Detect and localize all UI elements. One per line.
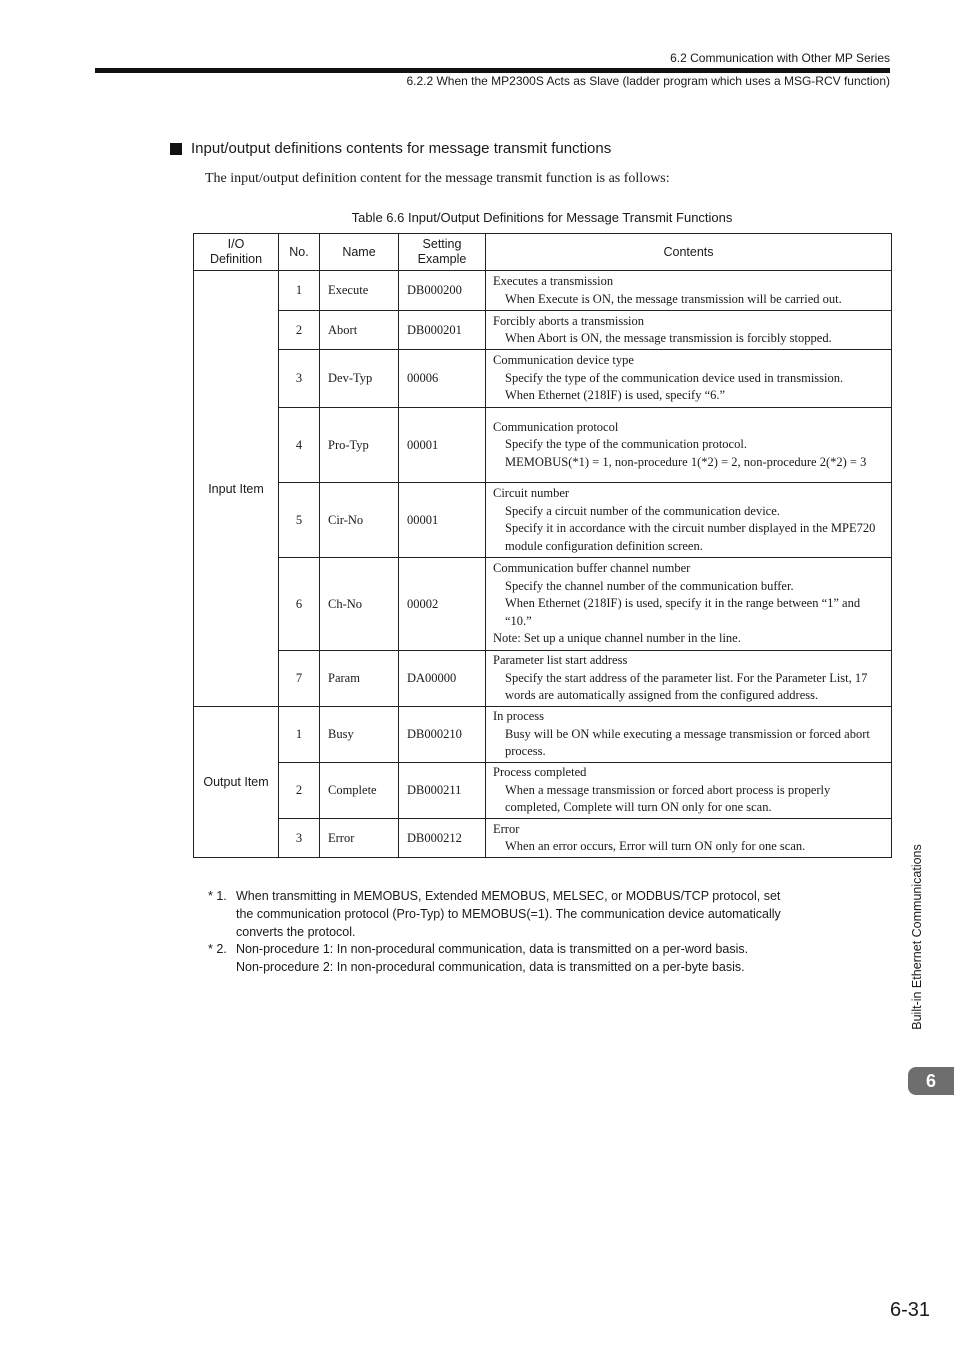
footnote-line: the communication protocol (Pro-Typ) to MEMOBUS(=1). The communication device automatically	[236, 906, 781, 921]
setting-example-cell: DB000210	[399, 707, 486, 763]
contents-line: Communication protocol	[493, 419, 619, 434]
contents-line: Busy will be ON while executing a message transmission or forced abort process.	[505, 726, 870, 759]
name-cell: Cir-No	[320, 483, 399, 558]
setting-example-cell: 00001	[399, 483, 486, 558]
contents-line: When Abort is ON, the message transmission is forcibly stopped.	[505, 331, 832, 345]
no-cell: 2	[279, 311, 320, 350]
setting-example-cell: 00006	[399, 350, 486, 408]
name-cell: Ch-No	[320, 558, 399, 651]
table-row	[194, 311, 892, 350]
no-cell: 3	[279, 819, 320, 858]
setting-example-cell: 00001	[399, 408, 486, 483]
setting-example-cell: 00002	[399, 558, 486, 651]
no-cell: 4	[279, 408, 320, 483]
contents-line: Specify the channel number of the communication buffer.	[505, 578, 794, 593]
name-cell: Pro-Typ	[320, 408, 399, 483]
no-cell: 6	[279, 558, 320, 651]
name-cell: Error	[320, 819, 399, 858]
header-rule	[95, 68, 890, 73]
intro-paragraph: The input/output definition content for the message transmit function is as follows:	[205, 171, 670, 186]
section-title-text: Input/output definitions contents for message transmit functions	[191, 140, 612, 157]
contents-line: Parameter list start address	[493, 653, 628, 668]
footnote	[208, 888, 781, 941]
contents-line: Note: Set up a unique channel number in the line.	[493, 631, 741, 646]
contents-line: Specify it in accordance with the circuit number displayed in the MPE720 module configuration definition screen.	[505, 521, 876, 553]
footnote-text	[236, 888, 781, 941]
no-cell: 7	[279, 651, 320, 707]
contents-line: When a message transmission or forced abort process is properly completed, Complete will turn ON only for one scan.	[505, 782, 831, 815]
contents-line: Executes a transmission	[493, 274, 614, 288]
table-row	[194, 819, 892, 858]
footnotes	[208, 888, 781, 977]
table-row	[194, 350, 892, 408]
footnote-line: Non-procedure 1: In non-procedural communication, data is transmitted on a per-word basis.	[236, 942, 749, 957]
table-caption: Table 6.6 Input/Output Definitions for Message Transmit Functions	[351, 210, 733, 225]
contents-line: Communication buffer channel number	[493, 561, 691, 576]
setting-example-cell: DB000201	[399, 311, 486, 350]
contents-line: Communication device type	[493, 353, 634, 368]
name-cell: Execute	[320, 271, 399, 311]
contents-line: When Execute is ON, the message transmission will be carried out.	[505, 291, 842, 306]
io-definitions-table	[193, 233, 892, 858]
footnote-line: converts the protocol.	[236, 924, 356, 939]
contents-line: Specify the start address of the parameter list. For the Parameter List, 17 words are automatically assigned from the configured address.	[505, 670, 868, 703]
table-row	[194, 408, 892, 483]
contents-line: When Ethernet (218IF) is used, specify it in the range between “1” and “10.”	[505, 596, 861, 628]
group-label-cell: Input Item	[194, 271, 279, 707]
contents-cell	[486, 271, 892, 311]
contents-line: Specify the type of the communication protocol.	[505, 437, 747, 452]
no-cell: 5	[279, 483, 320, 558]
header-no: No.	[279, 234, 320, 271]
table-row	[194, 483, 892, 558]
header-setting-line1: Setting	[422, 237, 462, 251]
header-setting-line2: Example	[417, 252, 467, 266]
side-tab	[907, 830, 927, 1044]
footnote	[208, 941, 781, 977]
footnote-marker: * 2.	[208, 942, 227, 957]
section-title	[170, 140, 611, 157]
table-row	[194, 763, 892, 819]
name-cell: Dev-Typ	[320, 350, 399, 408]
name-cell: Busy	[320, 707, 399, 763]
square-bullet-icon	[170, 143, 182, 155]
contents-cell	[486, 350, 892, 408]
contents-cell	[486, 558, 892, 651]
contents-line: Process completed	[493, 765, 587, 780]
header-io-definition	[194, 234, 279, 271]
contents-line: MEMOBUS(*1) = 1, non-procedure 1(*2) = 2, non-procedure 2(*2) = 3	[505, 454, 867, 469]
name-cell: Param	[320, 651, 399, 707]
contents-line: When an error occurs, Error will turn ON only for one scan.	[505, 839, 806, 853]
contents-cell	[486, 408, 892, 483]
table-row	[194, 651, 892, 707]
name-cell: Complete	[320, 763, 399, 819]
setting-example-cell: DA00000	[399, 651, 486, 707]
contents-line: Specify the type of the communication device used in transmission.	[505, 370, 844, 385]
table-row	[194, 271, 892, 311]
side-tab-label: Built-in Ethernet Communications	[910, 844, 924, 1030]
contents-cell	[486, 651, 892, 707]
header-name: Name	[320, 234, 399, 271]
no-cell: 2	[279, 763, 320, 819]
footnote-line: When transmitting in MEMOBUS, Extended MEMOBUS, MELSEC, or MODBUS/TCP protocol, set	[236, 889, 781, 903]
name-cell: Abort	[320, 311, 399, 350]
table-row	[194, 707, 892, 763]
table-header-row	[194, 234, 892, 271]
no-cell: 3	[279, 350, 320, 408]
group-label-cell: Output Item	[194, 707, 279, 858]
table-body	[194, 271, 892, 858]
chapter-badge: 6	[908, 1067, 954, 1095]
contents-cell	[486, 819, 892, 858]
running-header-section: 6.2 Communication with Other MP Series	[670, 51, 890, 65]
contents-line: When Ethernet (218IF) is used, specify “6.”	[505, 388, 726, 403]
header-io-line1: I/O	[227, 237, 245, 251]
no-cell: 1	[279, 271, 320, 311]
contents-cell	[486, 707, 892, 763]
footnote-line: Non-procedure 2: In non-procedural communication, data is transmitted on a per-byte basis.	[236, 960, 745, 975]
header-io-line2: Definition	[209, 252, 263, 266]
page-number: 6-31	[889, 1299, 930, 1321]
contents-line: Forcibly aborts a transmission	[493, 313, 645, 328]
contents-line: In process	[493, 709, 545, 724]
setting-example-cell: DB000200	[399, 271, 486, 311]
contents-cell	[486, 763, 892, 819]
table-row	[194, 558, 892, 651]
footnote-marker: * 1.	[208, 889, 227, 903]
setting-example-cell: DB000211	[399, 763, 486, 819]
header-contents: Contents	[486, 234, 892, 271]
contents-line: Circuit number	[493, 486, 570, 500]
no-cell: 1	[279, 707, 320, 763]
contents-cell	[486, 311, 892, 350]
running-header-subsection: 6.2.2 When the MP2300S Acts as Slave (ladder program which uses a MSG-RCV function)	[406, 74, 890, 88]
contents-cell	[486, 483, 892, 558]
header-setting-example	[399, 234, 486, 271]
footnote-text	[236, 941, 748, 977]
contents-line: Specify a circuit number of the communication device.	[505, 503, 780, 518]
setting-example-cell: DB000212	[399, 819, 486, 858]
contents-line: Error	[493, 821, 520, 836]
